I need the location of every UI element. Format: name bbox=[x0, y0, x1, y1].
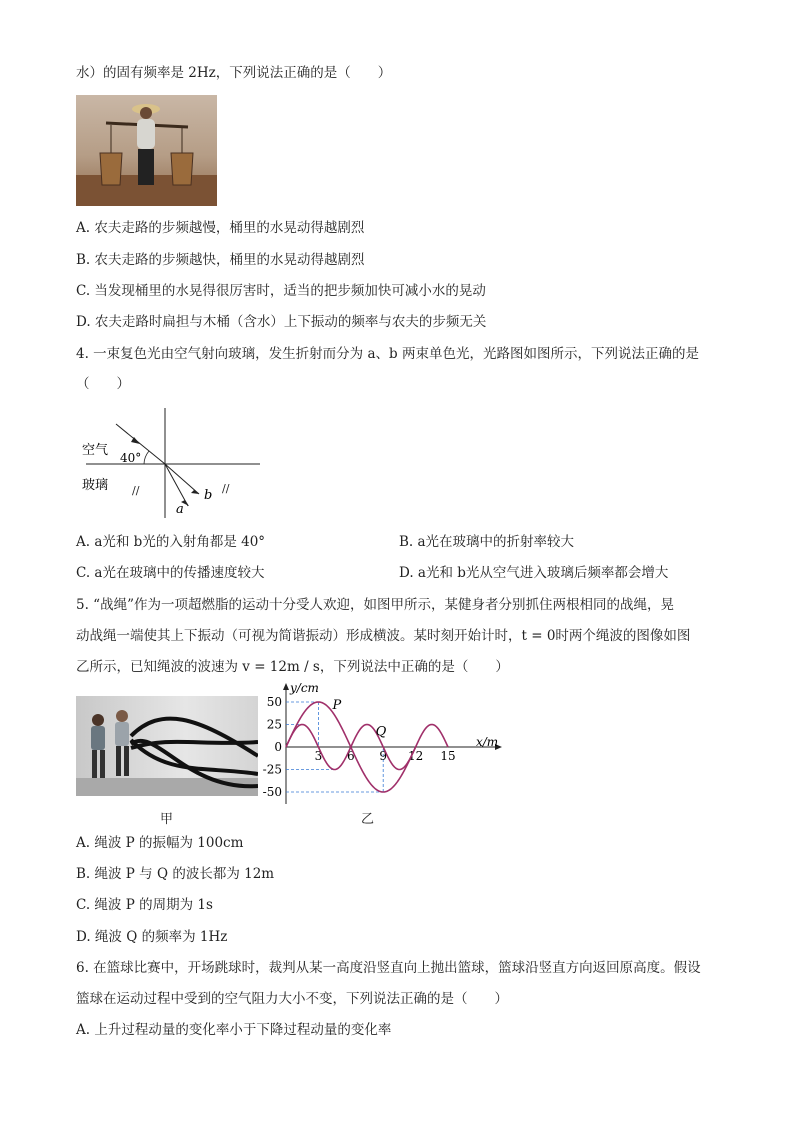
label-glass: 玻璃 bbox=[82, 478, 109, 493]
svg-text://: // bbox=[132, 484, 140, 497]
q4-stem-line-1: 4. 一束复色光由空气射向玻璃，发生折射而分为 a、b 两束单色光，光路图如图所示，下列说法正确的是 bbox=[76, 346, 699, 362]
y-tick-label: -25 bbox=[262, 762, 282, 777]
farmer-carrying-buckets-photo bbox=[76, 95, 217, 206]
refracted-ray-b bbox=[165, 464, 199, 494]
x-tick-label: 9 bbox=[379, 749, 388, 763]
x-tick-label: 12 bbox=[407, 749, 424, 763]
y-tick-label: 25 bbox=[266, 717, 282, 732]
series-label-p: P bbox=[332, 698, 342, 714]
battle-rope-photo bbox=[76, 696, 258, 796]
q5-stem-line-3: 乙所示，已知绳波的波速为 v = 12m / s，下列说法中正确的是（ ） bbox=[76, 659, 509, 675]
y-axis-label: y/cm bbox=[290, 681, 319, 695]
label-ray-b: b bbox=[204, 488, 213, 503]
caption-yi: 乙 bbox=[361, 812, 375, 827]
q3-option-a: A. 农夫走路的步频越慢，桶里的水晃动得越剧烈 bbox=[76, 220, 365, 236]
label-ray-a: a bbox=[176, 502, 184, 517]
q4-option-c: C. a光在玻璃中的传播速度较大 bbox=[76, 565, 265, 581]
y-tick-label: 50 bbox=[266, 695, 282, 709]
svg-text://: // bbox=[222, 482, 230, 495]
caption-jia: 甲 bbox=[160, 812, 174, 827]
q5-stem-line-1: 5. “战绳”作为一项超燃脂的运动十分受人欢迎，如图甲所示，某健身者分别抓住两根相同的战绳，晃 bbox=[76, 597, 674, 613]
label-angle: 40° bbox=[120, 451, 142, 465]
q5-stem-line-2: 动战绳一端使其上下振动（可视为简谐振动）形成横波。某时刻开始计时，t = 0时两个绳波的图像如图 bbox=[76, 628, 691, 644]
q5-option-a: A. 绳波 P 的振幅为 100cm bbox=[76, 835, 244, 851]
q4-stem-line-2: （ ） bbox=[76, 376, 130, 392]
q4-option-d: D. a光和 b光从空气进入玻璃后频率都会增大 bbox=[399, 565, 669, 581]
x-tick-label: 6 bbox=[346, 749, 355, 763]
q4-option-b: B. a光在玻璃中的折射率较大 bbox=[399, 534, 575, 550]
q3-option-c: C. 当发现桶里的水晃得很厉害时，适当的把步频加快可减小水的晃动 bbox=[76, 283, 486, 299]
y-tick-label: -50 bbox=[262, 785, 282, 799]
question-3-stem-tail: 水）的固有频率是 2Hz，下列说法正确的是（ ） bbox=[76, 65, 392, 81]
q3-option-b: B. 农夫走路的步频越快，桶里的水晃动得越剧烈 bbox=[76, 252, 365, 268]
series-label-q: Q bbox=[375, 724, 387, 740]
q6-stem-line-1: 6. 在篮球比赛中，开场跳球时，裁判从某一高度沿竖直向上抛出篮球，篮球沿竖直方向返回原高度。假设 bbox=[76, 960, 701, 976]
wave-graph bbox=[258, 680, 508, 806]
label-air: 空气 bbox=[82, 443, 109, 458]
q5-option-b: B. 绳波 P 与 Q 的波长都为 12m bbox=[76, 866, 275, 882]
refracted-ray-a bbox=[165, 464, 188, 506]
q3-option-d: D. 农夫走路时扁担与木桶（含水）上下振动的频率与农夫的步频无关 bbox=[76, 314, 487, 330]
x-tick-label: 3 bbox=[314, 749, 323, 763]
q5-option-d: D. 绳波 Q 的频率为 1Hz bbox=[76, 929, 228, 945]
refraction-diagram bbox=[76, 402, 276, 522]
q6-option-a: A. 上升过程动量的变化率小于下降过程动量的变化率 bbox=[76, 1022, 392, 1038]
q5-option-c: C. 绳波 P 的周期为 1s bbox=[76, 897, 213, 913]
y-tick-label: 0 bbox=[274, 740, 282, 754]
angle-arc bbox=[144, 451, 149, 464]
q6-stem-line-2: 篮球在运动过程中受到的空气阻力大小不变，下列说法正确的是（ ） bbox=[76, 991, 508, 1007]
q4-option-a: A. a光和 b光的入射角都是 40° bbox=[76, 534, 266, 550]
x-axis-label: x/m bbox=[476, 735, 499, 749]
x-tick-label: 15 bbox=[440, 749, 456, 763]
